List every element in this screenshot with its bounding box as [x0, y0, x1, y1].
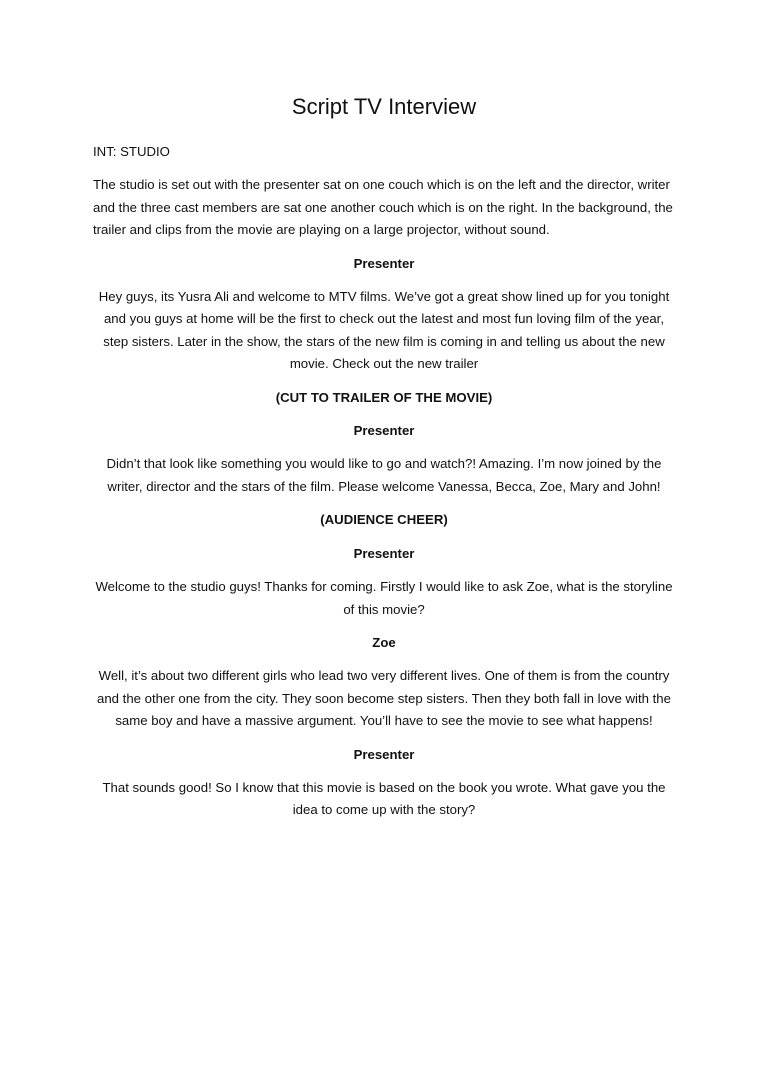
stage-direction: (AUDIENCE CHEER) — [320, 512, 448, 528]
document-title: Script TV Interview — [291, 94, 477, 119]
speaker-name: Presenter — [353, 746, 415, 762]
dialogue: Didn’t that look like something you would like to go and watch?! Amazing. I’m now joined by the writer, director and the stars of the film. Please welcome Vanessa, Becca, Zoe, Mary and John! — [106, 456, 662, 494]
dialogue: Well, it’s about two different girls who lead two very different lives. One of them is from the country and the other one from the city. They soon become step sisters. Then they both fall in love with the same boy and have a massive argument. You’ll have to see the movie to see what happens! — [97, 668, 671, 729]
speaker-name: Presenter — [353, 423, 415, 439]
speaker-name: Presenter — [353, 545, 415, 561]
scene-heading: INT: STUDIO — [93, 144, 170, 159]
speaker-name: Presenter — [353, 255, 415, 271]
dialogue: Welcome to the studio guys! Thanks for coming. Firstly I would like to ask Zoe, what is the storyline of this movie? — [95, 579, 673, 617]
script-document — [93, 93, 675, 833]
dialogue: Hey guys, its Yusra Ali and welcome to MTV films. We’ve got a great show lined up for you tonight and you guys at home will be the first to check out the latest and most fun loving film of the year, step sisters. Later in the show, the stars of the new film is coming in and telling us about the new movie. Check out the new trailer — [98, 289, 670, 372]
scene-description: The studio is set out with the presenter sat on one couch which is on the left and the director, writer and the three cast members are sat one another couch which is on the right. In the background, the trailer and clips from the movie are playing on a large projector, without sound. — [93, 177, 673, 238]
dialogue: That sounds good! So I know that this movie is based on the book you wrote. What gave you the idea to come up with the story? — [102, 779, 666, 818]
stage-direction: (CUT TO TRAILER OF THE MOVIE) — [275, 389, 493, 405]
speaker-name: Zoe — [372, 634, 396, 650]
